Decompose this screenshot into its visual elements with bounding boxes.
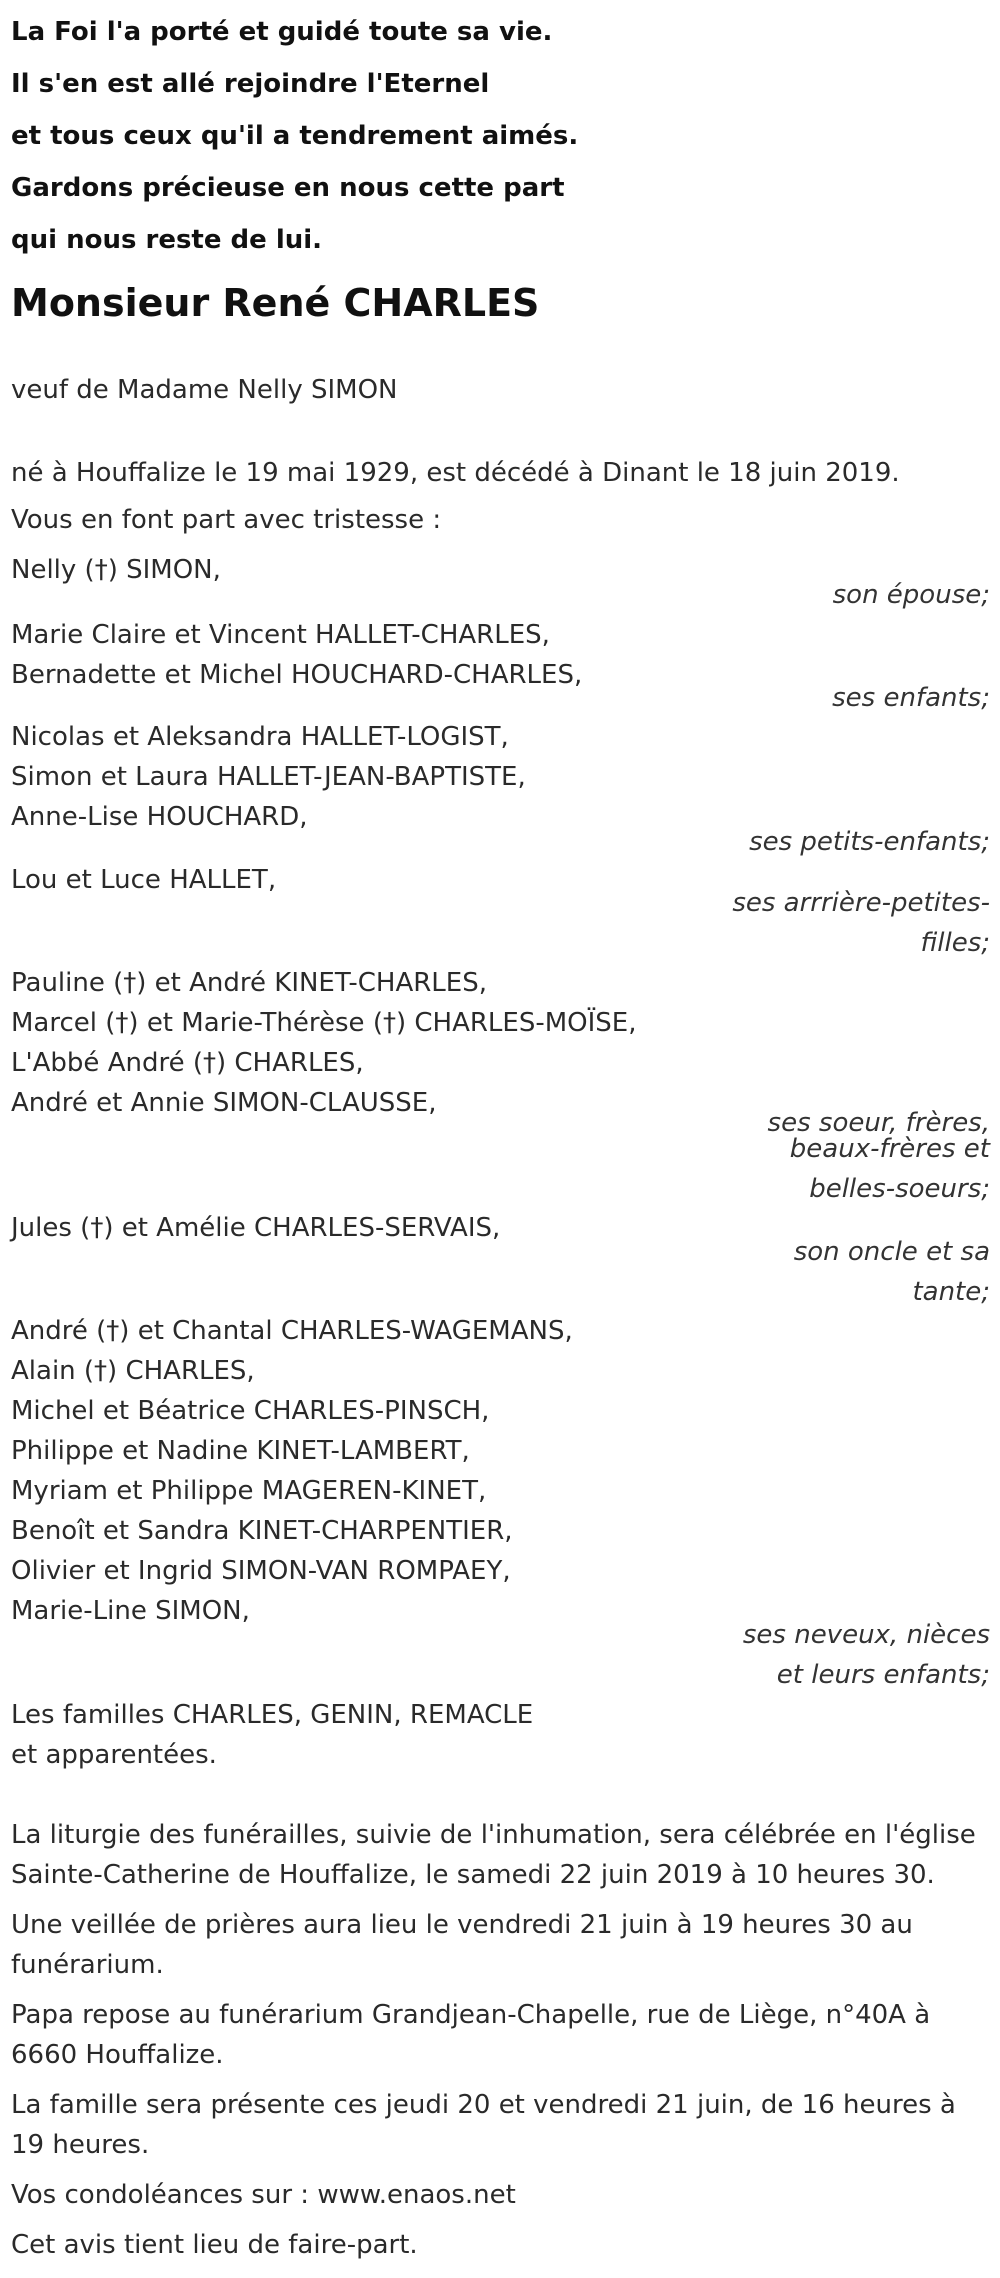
- family-name: Simon et Laura HALLET-JEAN-BAPTISTE,: [11, 762, 526, 792]
- family-name: Marie-Line SIMON,: [11, 1596, 250, 1626]
- poem-line: La Foi l'a porté et guidé toute sa vie.: [11, 17, 553, 47]
- relationship: [710, 1232, 990, 1312]
- family-name: Nicolas et Aleksandra HALLET-LOGIST,: [11, 722, 509, 752]
- family-name: Lou et Luce HALLET,: [11, 865, 277, 895]
- poem-line: Gardons précieuse en nous cette part: [11, 173, 565, 203]
- relationship-line: filles;: [920, 928, 990, 958]
- family-name: Nelly (†) SIMON,: [11, 555, 221, 585]
- relationship-line: son oncle et sa: [793, 1237, 990, 1267]
- relationship-line: ses arrrière-petites-: [732, 888, 990, 918]
- family-name: Jules (†) et Amélie CHARLES-SERVAIS,: [11, 1213, 501, 1243]
- poem-line: Il s'en est allé rejoindre l'Eternel: [11, 69, 490, 99]
- poem-line: qui nous reste de lui.: [11, 225, 323, 255]
- family-presence-text: 19 heures.: [11, 2130, 150, 2160]
- family-name: Anne-Lise HOUCHARD,: [11, 802, 308, 832]
- family-name: Bernadette et Michel HOUCHARD-CHARLES,: [11, 660, 583, 690]
- relationship: ses enfants;: [832, 683, 990, 713]
- relationship: [710, 883, 990, 963]
- intro: Vous en font part avec tristesse :: [11, 505, 442, 535]
- family-name: Alain (†) CHARLES,: [11, 1356, 255, 1386]
- relationship-line: tante;: [912, 1277, 990, 1307]
- family-name: Olivier et Ingrid SIMON-VAN ROMPAEY,: [11, 1556, 511, 1586]
- families-line: Les familles CHARLES, GENIN, REMACLE: [11, 1700, 534, 1730]
- relationship-line: belles-soeurs;: [809, 1174, 990, 1204]
- birth-death: né à Houffalize le 19 mai 1929, est décédé à Dinant le 18 juin 2019.: [11, 458, 900, 488]
- relationship-line: beaux-frères et: [789, 1134, 990, 1164]
- family-name: Marie Claire et Vincent HALLET-CHARLES,: [11, 620, 550, 650]
- notice-text: Cet avis tient lieu de faire-part.: [11, 2230, 418, 2260]
- wake-text: funérarium.: [11, 1950, 164, 1980]
- families-line: et apparentées.: [11, 1740, 217, 1770]
- relationship: ses petits-enfants;: [749, 827, 990, 857]
- relationship-line: ses soeur, frères,: [767, 1108, 990, 1138]
- family-name: Myriam et Philippe MAGEREN-KINET,: [11, 1476, 487, 1506]
- family-name: Benoît et Sandra KINET-CHARPENTIER,: [11, 1516, 513, 1546]
- relationship: son épouse;: [832, 580, 990, 610]
- condolences-text: Vos condoléances sur : www.enaos.net: [11, 2180, 516, 2210]
- family-name: André (†) et Chantal CHARLES-WAGEMANS,: [11, 1316, 573, 1346]
- relationship: [710, 1110, 990, 1202]
- family-presence-text: La famille sera présente ces jeudi 20 et vendredi 21 juin, de 16 heures à: [11, 2090, 956, 2120]
- funeral-text: La liturgie des funérailles, suivie de l'inhumation, sera célébrée en l'église: [11, 1820, 976, 1850]
- widower-of: veuf de Madame Nelly SIMON: [11, 375, 398, 405]
- relationship-line: ses neveux, nièces: [742, 1620, 990, 1650]
- family-name: Marcel (†) et Marie-Thérèse (†) CHARLES-MOÏSE,: [11, 1008, 637, 1038]
- family-name: Pauline (†) et André KINET-CHARLES,: [11, 968, 487, 998]
- relationship: [710, 1615, 990, 1695]
- poem-line: et tous ceux qu'il a tendrement aimés.: [11, 121, 579, 151]
- family-name: Philippe et Nadine KINET-LAMBERT,: [11, 1436, 470, 1466]
- deceased-name: Monsieur René CHARLES: [11, 281, 540, 325]
- funeral-text: Sainte-Catherine de Houffalize, le samedi 22 juin 2019 à 10 heures 30.: [11, 1860, 935, 1890]
- poem: [11, 6, 578, 266]
- rest-text: 6660 Houffalize.: [11, 2040, 224, 2070]
- relationship-line: et leurs enfants;: [776, 1660, 990, 1690]
- family-name: L'Abbé André (†) CHARLES,: [11, 1048, 364, 1078]
- wake-text: Une veillée de prières aura lieu le vendredi 21 juin à 19 heures 30 au: [11, 1910, 913, 1940]
- family-name: André et Annie SIMON-CLAUSSE,: [11, 1088, 437, 1118]
- family-name: Michel et Béatrice CHARLES-PINSCH,: [11, 1396, 490, 1426]
- rest-text: Papa repose au funérarium Grandjean-Chapelle, rue de Liège, n°40A à: [11, 2000, 931, 2030]
